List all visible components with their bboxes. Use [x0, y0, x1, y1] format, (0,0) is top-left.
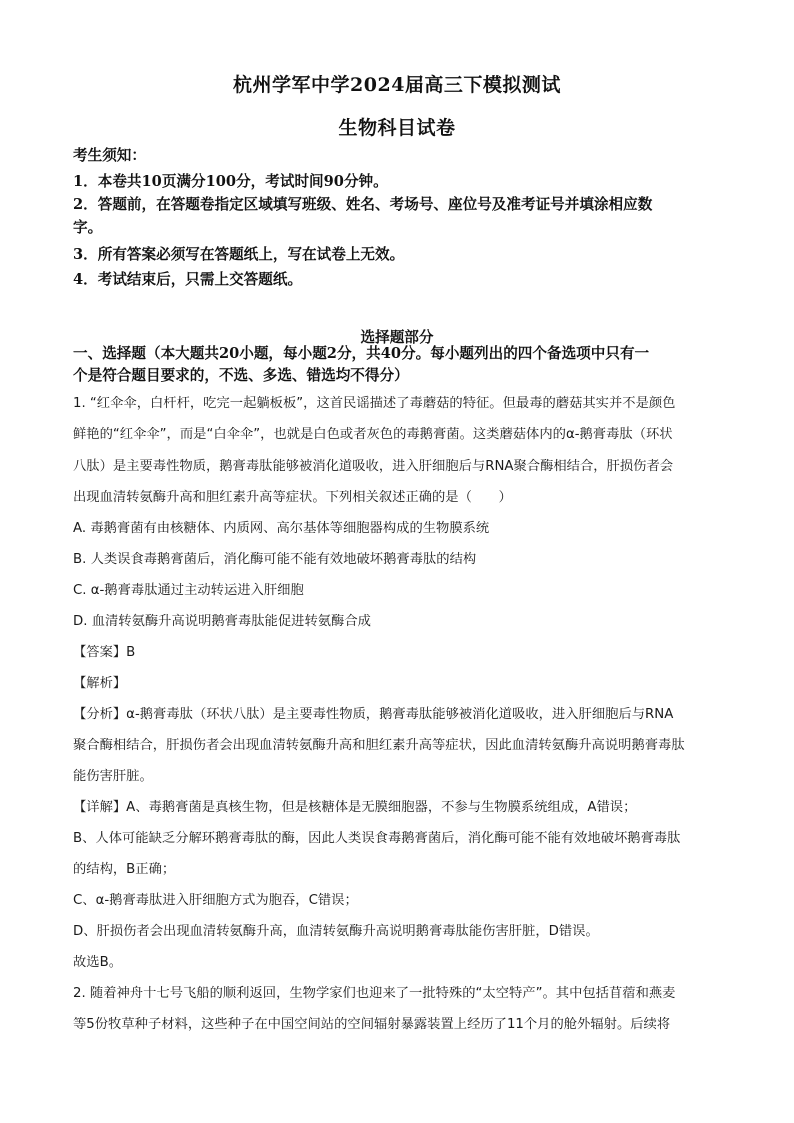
question-stem: 八肽）是主要毒性物质，鹅膏毒肽能够被消化道吸收，进入肝细胞后与RNA聚合酶相结合，肝损伤者会 — [73, 459, 674, 474]
option-a: A. 毒鹅膏菌有由核糖体、内质网、高尔基体等细胞器构成的生物膜系统 — [73, 521, 490, 536]
exam-title: 杭州学军中学2024届高三下模拟测试 — [233, 74, 561, 96]
notice-item: 2．答题前，在答题卷指定区域填写班级、姓名、考场号、座位号及准考证号并填涂相应数 — [73, 196, 653, 213]
notice-item: 4．考试结束后，只需上交答题纸。 — [73, 271, 303, 288]
option-d: D. 血清转氨酶升高说明鹅膏毒肽能促进转氨酶合成 — [73, 614, 371, 629]
notice-item: 3．所有答案必须写在答题纸上，写在试卷上无效。 — [73, 246, 405, 263]
detail-line: 的结构，B正确； — [73, 862, 176, 877]
question-stem: 等5份牧草种子材料，这些种子在中国空间站的空间辐射暴露装置上经历了11个月的舱外辐射。后续将 — [73, 1017, 671, 1032]
conclusion: 故选B。 — [73, 955, 123, 970]
notice-item: 字。 — [73, 219, 103, 236]
notice-heading: 考生须知： — [73, 147, 146, 164]
detail-line: B、人体可能缺乏分解环鹅膏毒肽的酶，因此人类误食毒鹅膏菌后，消化酶可能不能有效地破坏鹅膏毒肽 — [73, 831, 681, 846]
analysis-line: 【分析】α-鹅膏毒肽（环状八肽）是主要毒性物质，鹅膏毒肽能够被消化道吸收，进入肝细胞后与RNA — [73, 707, 674, 722]
option-b: B. 人类误食毒鹅膏菌后，消化酶可能不能有效地破坏鹅膏毒肽的结构 — [73, 552, 477, 567]
analysis-line: 聚合酶相结合，肝损伤者会出现血清转氨酶升高和胆红素升高等症状，因此血清转氨酶升高说明鹅膏毒肽 — [73, 738, 685, 753]
question-stem: 出现血清转氨酶升高和胆红素升高等症状。下列相关叙述正确的是（ ） — [73, 490, 512, 505]
detail-line: C、α-鹅膏毒肽进入肝细胞方式为胞吞，C错误； — [73, 893, 358, 908]
exam-subtitle: 生物科目试卷 — [338, 117, 456, 139]
notice-item: 1．本卷共10页满分100分，考试时间90分钟。 — [73, 173, 388, 190]
question-stem: 1. “红伞伞，白杆杆，吃完一起躺板板”，这首民谣描述了毒蘑菇的特征。但最毒的蘑菇其实并不是颜色 — [73, 396, 676, 411]
section-title: 选择题部分 — [360, 329, 434, 346]
analysis-heading: 【解析】 — [73, 676, 127, 691]
option-c: C. α-鹅膏毒肽通过主动转运进入肝细胞 — [73, 583, 304, 598]
question-stem: 鲜艳的“红伞伞”，而是“白伞伞”，也就是白色或者灰色的毒鹅膏菌。这类蘑菇体内的α-鹅膏毒肽（环状 — [73, 427, 673, 442]
detail-line: 【详解】A、毒鹅膏菌是真核生物，但是核糖体是无膜细胞器，不参与生物膜系统组成，A错误； — [73, 800, 637, 815]
question-stem: 2. 随着神舟十七号飞船的顺利返回，生物学家们也迎来了一批特殊的“太空特产”。其中包括苜蓿和燕麦 — [73, 986, 676, 1001]
section-instruction: 一、选择题（本大题共20小题，每小题2分，共40分。每小题列出的四个备选项中只有一 — [73, 345, 650, 362]
answer: 【答案】B — [73, 645, 136, 660]
section-instruction: 个是符合题目要求的，不选、多选、错选均不得分） — [73, 367, 409, 384]
detail-line: D、肝损伤者会出现血清转氨酶升高，血清转氨酶升高说明鹅膏毒肽能伤害肝脏，D错误。 — [73, 924, 599, 939]
analysis-line: 能伤害肝脏。 — [73, 769, 153, 784]
